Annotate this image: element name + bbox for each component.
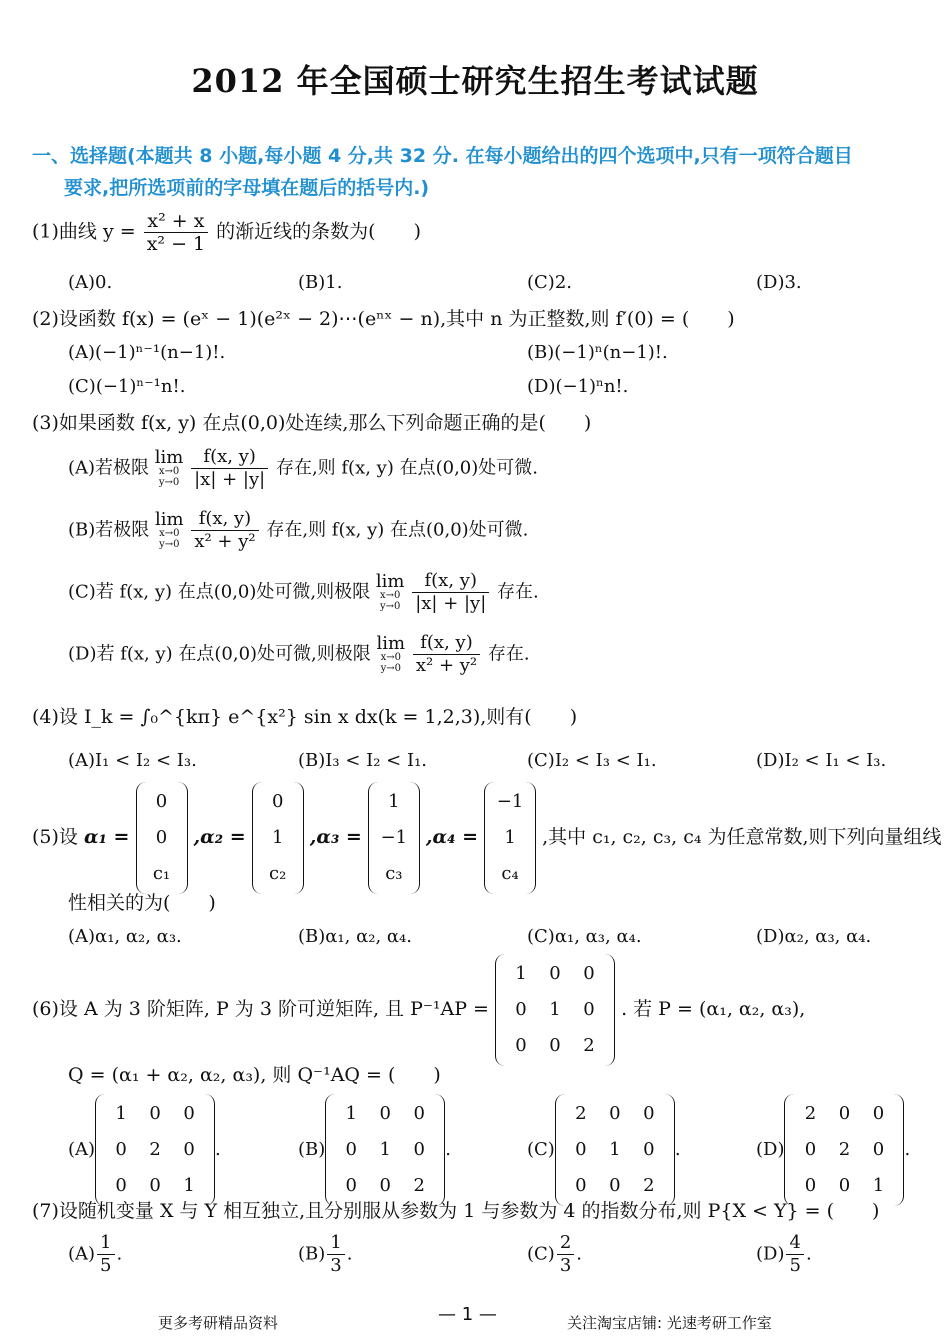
q1-option-a: (A)0. (68, 272, 113, 293)
matrix-option-b: 1 0 0 0 1 0 0 0 2 (325, 1094, 445, 1206)
footer-right: 关注淘宝店铺: 光速考研工作室 (567, 1314, 772, 1332)
page-number: — 1 — (438, 1304, 497, 1325)
q6-option-d: (D) 2 0 0 0 2 0 0 0 1 . (756, 1094, 910, 1206)
question-5 (32, 782, 942, 894)
q3-a-fraction: $\frac{f(x, y)}{|x| + |y|}$ (191, 446, 268, 491)
q6-option-a: (A) 1 0 0 0 2 0 0 0 1 . (68, 1094, 221, 1206)
q3-a-post: 存在,则 f(x, y) 在点(0,0)处可微. (275, 457, 538, 479)
q6-prefix: (6)设 A 为 3 阶矩阵, P 为 3 阶可逆矩阵, 且 P⁻¹AP = (32, 998, 489, 1020)
alpha-4-label: ,α₄ = (425, 826, 479, 848)
q5-prefix: (5)设 (32, 826, 78, 848)
q5-suffix: ,其中 c₁, c₂, c₃, c₄ 为任意常数,则下列向量组线 (542, 826, 942, 848)
question-6 (32, 954, 805, 1066)
page-title: 2012 年全国硕士研究生招生考试试题 (191, 62, 759, 100)
q3-c-fraction: $\frac{f(x, y)}{|x| + |y|}$ (412, 570, 489, 615)
q2-option-c: (C)(−1)ⁿ⁻¹n!. (68, 376, 186, 397)
q7-option-b: (B) $\frac{1}{3}$ . (298, 1232, 353, 1276)
question-1 (32, 210, 421, 255)
q3-option-c (68, 570, 539, 615)
vector-alpha-1: 0 0 c₁ (136, 782, 188, 894)
section-line-2: 要求,把所选项前的字母填在题后的括号内.) (64, 177, 430, 199)
q7-option-c: (C) $\frac{2}{3}$ . (527, 1232, 583, 1276)
q1-numerator: x² + x (144, 210, 208, 233)
q3-b-fraction: $\frac{f(x, y)}{\text{x² + y²}}$ (191, 508, 258, 553)
question-7: (7)设随机变量 X 与 Y 相互独立,且分别服从参数为 1 与参数为 4 的指数分布,则 P{X < Y} = ( ) (32, 1200, 880, 1222)
matrix-option-c: 2 0 0 0 1 0 0 0 2 (555, 1094, 675, 1206)
q3-b-pre: (B)若极限 (68, 519, 150, 541)
q1-suffix: 的渐近线的条数为( ) (216, 220, 421, 243)
alpha-1-label: α₁ = (83, 826, 130, 848)
q2-option-a: (A)(−1)ⁿ⁻¹(n−1)!. (68, 342, 226, 363)
q3-c-pre: (C)若 f(x, y) 在点(0,0)处可微,则极限 (68, 581, 371, 603)
alpha-3-label: ,α₃ = (309, 826, 362, 848)
matrix-p-inverse-a-p: 1 0 0 0 1 0 0 0 2 (495, 954, 615, 1066)
q1-denominator: x² − 1 (146, 233, 206, 255)
q4-option-a: (A)I₁ < I₂ < I₃. (68, 750, 197, 771)
limit-symbol: lim x→0 y→0 (154, 446, 184, 488)
section-heading (32, 140, 922, 204)
q6-suffix: . 若 P = (α₁, α₂, α₃), (621, 998, 806, 1020)
q5-option-b: (B)α₁, α₂, α₄. (298, 926, 412, 947)
q4-option-c: (C)I₂ < I₃ < I₁. (527, 750, 657, 771)
q5-option-a: (A)α₁, α₂, α₃. (68, 926, 182, 947)
matrix-option-a: 1 0 0 0 2 0 0 0 1 (95, 1094, 215, 1206)
q6-option-c: (C) 2 0 0 0 1 0 0 0 2 . (527, 1094, 681, 1206)
q3-a-pre: (A)若极限 (68, 457, 150, 479)
question-4: (4)设 I_k = ∫₀^{kπ} e^{x²} sin x dx(k = 1,2,3),则有( ) (32, 706, 578, 728)
q1-option-d: (D)3. (756, 272, 802, 293)
q6-line-2: Q = (α₁ + α₂, α₂, α₃), 则 Q⁻¹AQ = ( ) (68, 1064, 441, 1086)
q3-d-fraction: $\frac{f(x, y)}{\text{x² + y²}}$ (413, 632, 480, 677)
limit-symbol: lim x→0 y→0 (376, 632, 406, 674)
q4-option-d: (D)I₂ < I₁ < I₃. (756, 750, 887, 771)
vector-alpha-2: 0 1 c₂ (252, 782, 304, 894)
q7-option-d: (D) $\frac{4}{5}$ . (756, 1232, 812, 1276)
q3-option-d (68, 632, 530, 677)
footer-left: 更多考研精品资料 (158, 1314, 279, 1332)
matrix-option-d: 2 0 0 0 2 0 0 0 1 (784, 1094, 904, 1206)
q2-option-d: (D)(−1)ⁿn!. (527, 376, 629, 397)
limit-symbol: lim x→0 y→0 (155, 508, 184, 550)
q3-c-post: 存在. (497, 581, 539, 603)
q2-option-b: (B)(−1)ⁿ(n−1)!. (527, 342, 668, 363)
q1-prefix: (1)曲线 y = (32, 220, 136, 243)
q5-option-c: (C)α₁, α₃, α₄. (527, 926, 642, 947)
q4-option-b: (B)I₃ < I₂ < I₁. (298, 750, 428, 771)
q7-option-a: (A) $\frac{1}{5}$ . (68, 1232, 123, 1276)
q1-option-b: (B)1. (298, 272, 343, 293)
section-line-1: 一、选择题(本题共 8 小题,每小题 4 分,共 32 分. 在每小题给出的四个选项中,只有一项符合题目 (32, 145, 853, 167)
q6-option-b: (B) 1 0 0 0 1 0 0 0 2 . (298, 1094, 451, 1206)
q5-line-2: 性相关的为( ) (68, 892, 216, 914)
question-2: (2)设函数 f(x) = (eˣ − 1)(e²ˣ − 2)⋯(eⁿˣ − n),其中 n 为正整数,则 f′(0) = ( ) (32, 308, 735, 330)
vector-alpha-3: 1 −1 c₃ (368, 782, 420, 894)
q3-b-post: 存在,则 f(x, y) 在点(0,0)处可微. (266, 519, 529, 541)
q5-option-d: (D)α₂, α₃, α₄. (756, 926, 872, 947)
limit-symbol: lim x→0 y→0 (375, 570, 405, 612)
q1-fraction (144, 210, 208, 255)
alpha-2-label: ,α₂ = (193, 826, 246, 848)
q3-option-a (68, 446, 538, 491)
vector-alpha-4: −1 1 c₄ (484, 782, 536, 894)
q1-option-c: (C)2. (527, 272, 572, 293)
question-3: (3)如果函数 f(x, y) 在点(0,0)处连续,那么下列命题正确的是( ) (32, 412, 592, 434)
q3-d-post: 存在. (487, 643, 530, 665)
q3-option-b (68, 508, 528, 553)
q3-d-pre: (D)若 f(x, y) 在点(0,0)处可微,则极限 (68, 643, 371, 665)
